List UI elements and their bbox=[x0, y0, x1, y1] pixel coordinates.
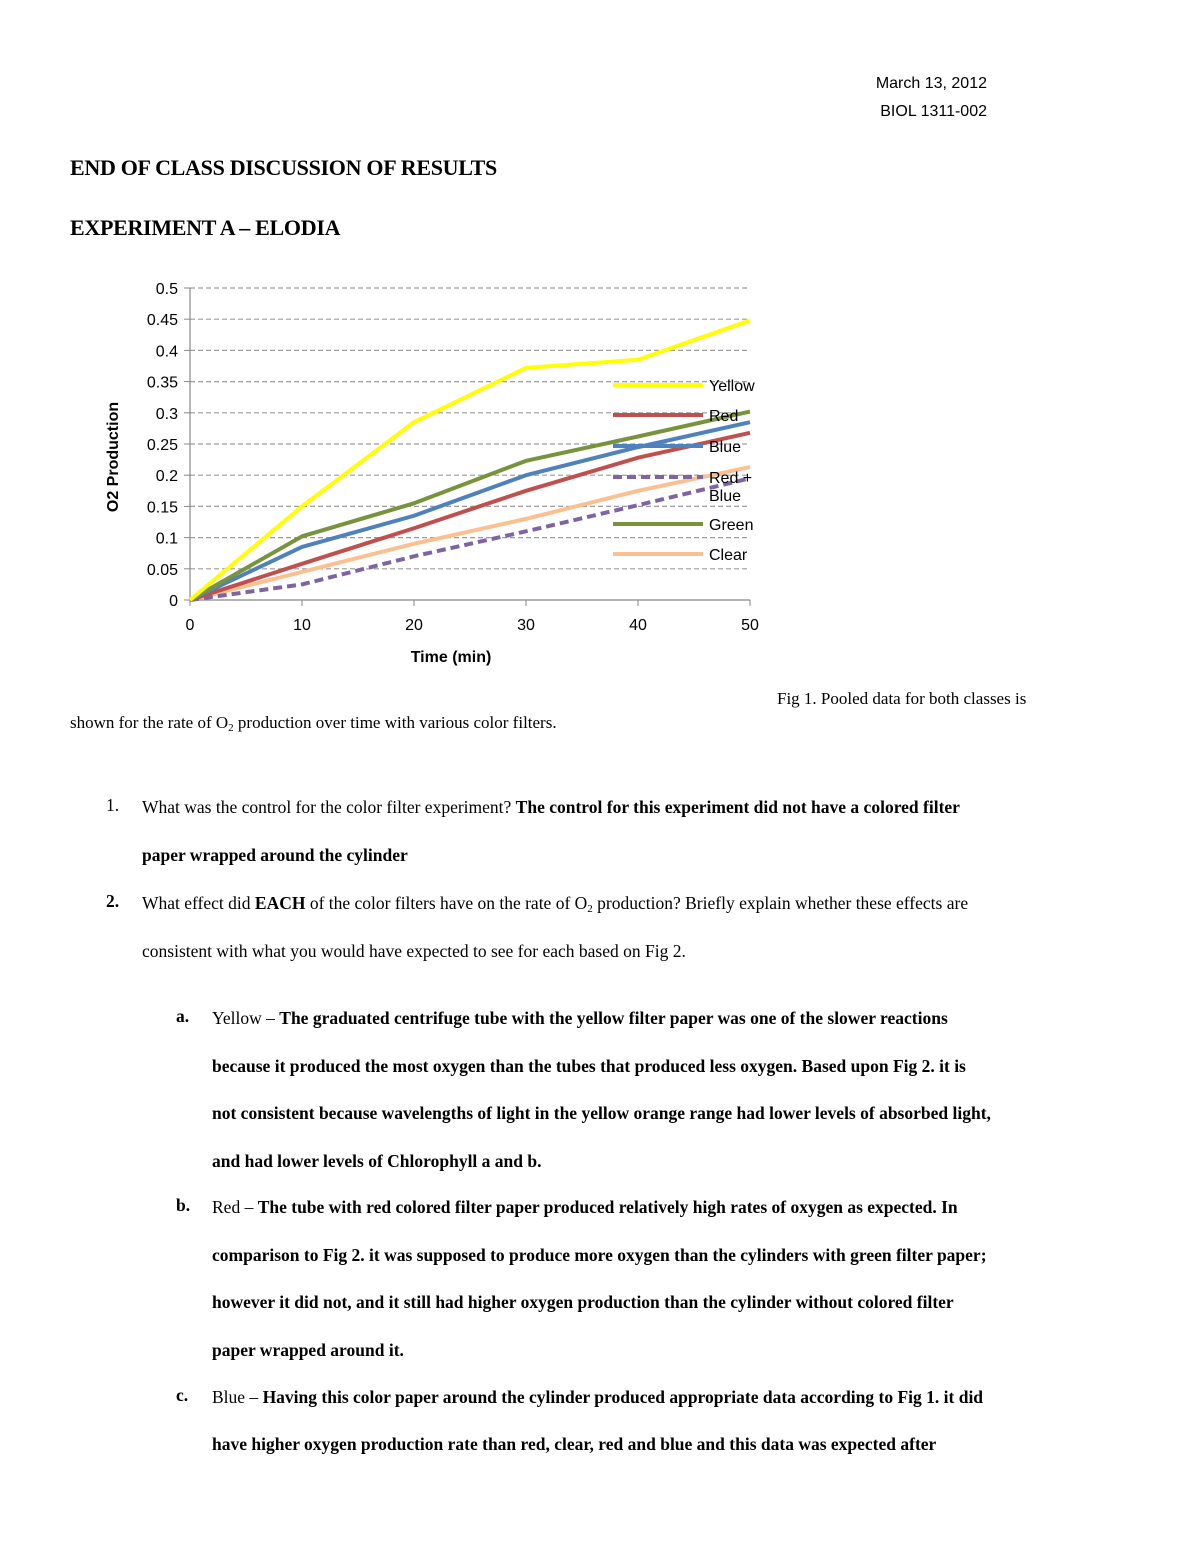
chart-legend bbox=[613, 378, 755, 564]
caption-subscript: 2 bbox=[228, 722, 234, 734]
answer-a-line2: because it produced the most oxygen than the tubes that produced less oxygen. Based upon Fig 2. it is bbox=[212, 1056, 966, 1076]
answer-b-text: The tube with red colored filter paper produced relatively high rates of oxygen as expected. In bbox=[257, 1197, 958, 1217]
answer-b-line1 bbox=[212, 1195, 958, 1219]
y-tick-label: 0.25 bbox=[146, 437, 178, 454]
series-line-red bbox=[190, 433, 753, 600]
answer-c-line1 bbox=[212, 1385, 983, 1409]
chart-axes bbox=[147, 281, 759, 634]
question-2-text-a: What effect did bbox=[142, 893, 255, 913]
legend-label: Red bbox=[709, 408, 739, 425]
answer-b-line4: paper wrapped around it. bbox=[212, 1340, 404, 1360]
y-tick-label: 0.2 bbox=[155, 468, 178, 486]
y-tick-label: 0.5 bbox=[155, 281, 178, 298]
x-tick-label: 50 bbox=[741, 617, 759, 634]
y-tick-label: 0.4 bbox=[155, 343, 178, 361]
question-1-answer: The control for this experiment did not have a colored filter bbox=[515, 797, 960, 817]
question-2-each: EACH bbox=[254, 893, 306, 913]
figure-caption-line2 bbox=[70, 713, 557, 734]
legend-label: Yellow bbox=[709, 378, 755, 395]
y-tick-label: 0.15 bbox=[146, 499, 178, 517]
x-tick-label: 10 bbox=[293, 617, 311, 634]
header-date: March 13, 2012 bbox=[875, 75, 987, 92]
o2-production-chart bbox=[70, 270, 790, 670]
question-1-answer-cont: paper wrapped around the cylinder bbox=[142, 845, 408, 865]
y-tick-label: 0.35 bbox=[146, 374, 178, 392]
question-2-text-b: of the color filters have on the rate of O bbox=[305, 893, 588, 913]
answer-b-line3: however it did not, and it still had higher oxygen production than the cylinder without colored filter bbox=[212, 1292, 954, 1312]
answer-b-letter: b. bbox=[176, 1195, 191, 1215]
answer-c-text: Having this color paper around the cylinder produced appropriate data according to Fig 1. it did bbox=[262, 1387, 984, 1407]
answer-b-line2: comparison to Fig 2. it was supposed to produce more oxygen than the cylinders with green filter paper; bbox=[212, 1245, 987, 1265]
y-tick-label: 0.1 bbox=[155, 530, 178, 548]
x-tick-label: 20 bbox=[405, 617, 423, 634]
answer-a-color: Yellow – bbox=[212, 1008, 280, 1028]
caption-text-b: production over time with various color filters. bbox=[233, 713, 557, 732]
legend-label: Blue bbox=[709, 488, 742, 505]
question-2-line2: consistent with what you would have expected to see for each based on Fig 2. bbox=[142, 941, 686, 961]
y-tick-label: 0.05 bbox=[146, 561, 178, 579]
chart-series bbox=[190, 320, 753, 600]
chart-x-axis-label: Time (min) bbox=[410, 649, 492, 666]
question-2-subscript: 2 bbox=[587, 903, 593, 915]
legend-label: Green bbox=[709, 517, 754, 534]
y-tick-label: 0 bbox=[169, 593, 178, 610]
answer-c-color: Blue – bbox=[212, 1387, 263, 1407]
legend-label: Red + bbox=[709, 470, 753, 487]
question-1 bbox=[142, 795, 960, 819]
question-2 bbox=[142, 891, 968, 921]
chart-y-axis-label: O2 Production bbox=[105, 401, 122, 513]
answer-a-text: The graduated centrifuge tube with the yellow filter paper was one of the slower reactions bbox=[279, 1008, 948, 1028]
question-2-number: 2. bbox=[106, 891, 120, 911]
caption-text-a: shown for the rate of O bbox=[70, 713, 229, 732]
figure-caption-line1: Fig 1. Pooled data for both classes is bbox=[777, 689, 1027, 708]
series-line-clear bbox=[190, 467, 753, 600]
answer-a-letter: a. bbox=[176, 1006, 190, 1026]
header-course: BIOL 1311-002 bbox=[880, 103, 987, 120]
question-2-text-c: production? Briefly explain whether these effects are bbox=[592, 893, 969, 913]
answer-a-line1 bbox=[212, 1006, 948, 1030]
y-tick-label: 0.45 bbox=[146, 312, 178, 330]
answer-c-letter: c. bbox=[176, 1385, 189, 1405]
section-title: EXPERIMENT A – ELODIA bbox=[70, 215, 341, 240]
y-tick-label: 0.3 bbox=[155, 405, 178, 423]
page-title: END OF CLASS DISCUSSION OF RESULTS bbox=[70, 155, 497, 180]
answer-a-line4: and had lower levels of Chlorophyll a and b. bbox=[212, 1151, 542, 1171]
question-1-number: 1. bbox=[106, 795, 120, 815]
answer-a-line3: not consistent because wavelengths of light in the yellow orange range had lower levels of absorbed light, bbox=[212, 1103, 991, 1123]
x-tick-label: 0 bbox=[185, 617, 195, 634]
x-tick-label: 40 bbox=[629, 617, 647, 634]
legend-label: Blue bbox=[709, 439, 742, 456]
x-tick-label: 30 bbox=[517, 617, 535, 634]
answer-b-color: Red – bbox=[212, 1197, 258, 1217]
answer-c-line2: have higher oxygen production rate than red, clear, red and blue and this data was expected after bbox=[212, 1434, 937, 1454]
legend-label: Clear bbox=[709, 547, 748, 564]
question-1-text: What was the control for the color filter experiment? bbox=[142, 797, 516, 817]
